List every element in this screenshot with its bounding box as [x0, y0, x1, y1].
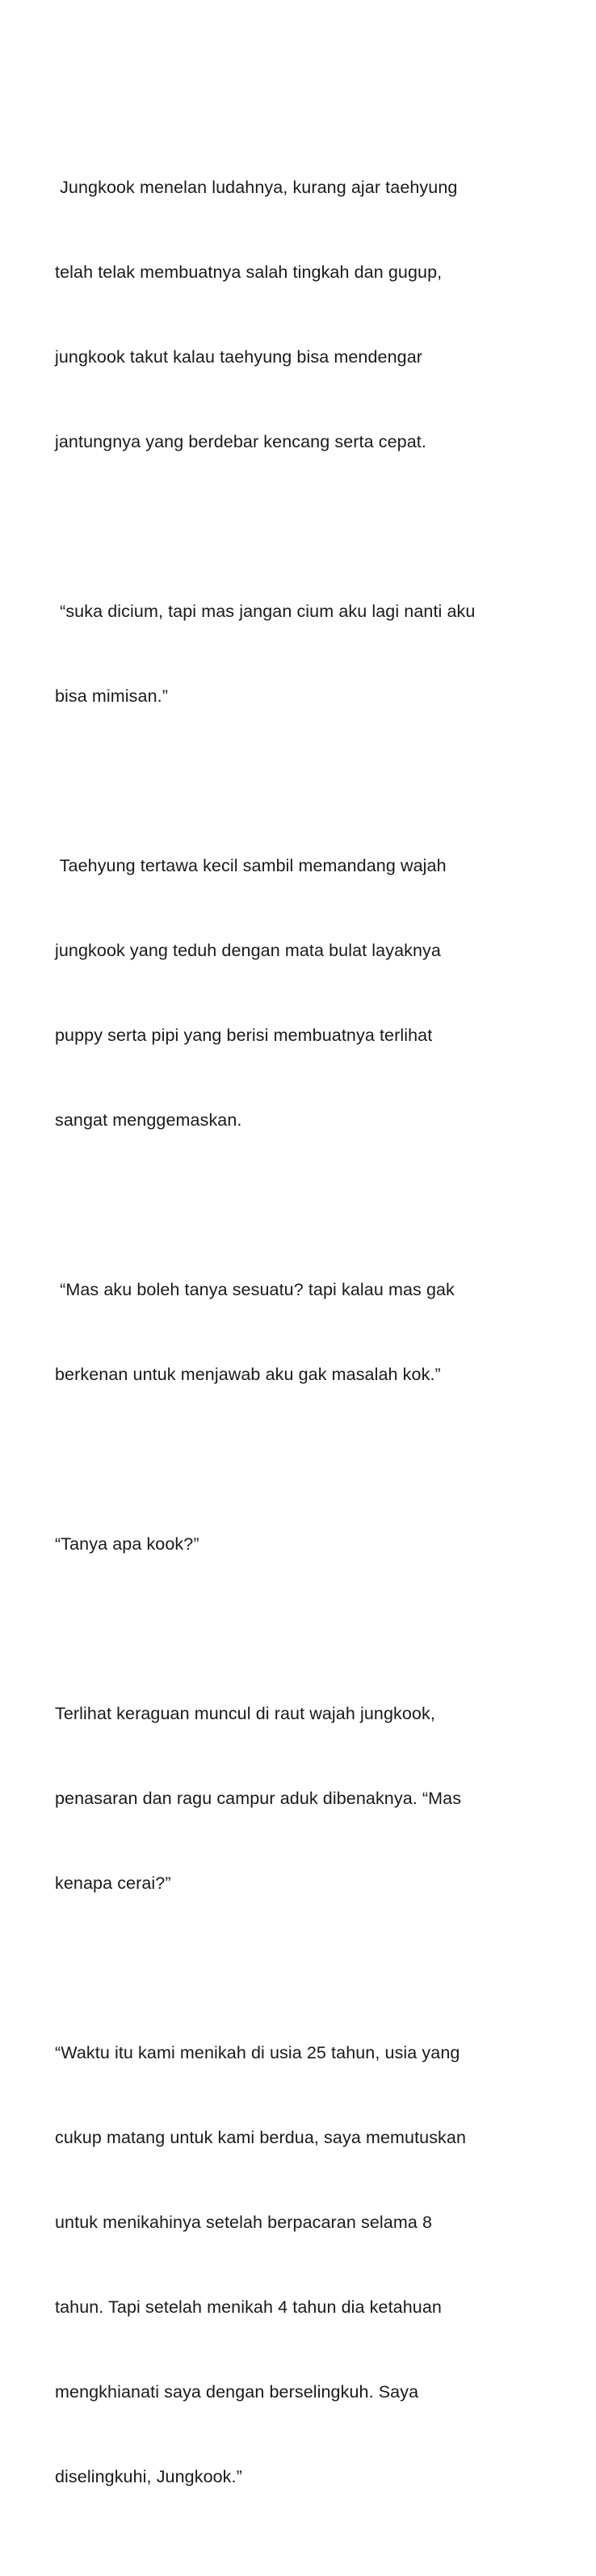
text-line: jungkook yang teduh dengan mata bulat layaknya — [55, 941, 441, 960]
text-line: mengkhianati saya dengan berselingkuh. Saya — [55, 2382, 419, 2402]
text-line: berkenan untuk menjawab aku gak masalah kok.” — [55, 1365, 441, 1384]
text-line: diselingkuhi, Jungkook.” — [55, 2467, 242, 2486]
paragraph-3 — [55, 795, 556, 1191]
text-line: “suka dicium, tapi mas jangan cium aku lagi nanti aku — [55, 602, 476, 621]
paragraph-5 — [55, 1474, 556, 1615]
paragraph-1 — [55, 117, 556, 513]
paragraph-2 — [55, 541, 556, 767]
text-line: tahun. Tapi setelah menikah 4 tahun dia ketahuan — [55, 2297, 442, 2317]
paragraph-7 — [55, 1982, 556, 2548]
text-line: sangat menggemaskan. — [55, 1110, 242, 1130]
text-line: puppy serta pipi yang berisi membuatnya terlihat — [55, 1026, 433, 1045]
text-line: bisa mimisan.” — [55, 686, 168, 706]
text-line: “Waktu itu kami menikah di usia 25 tahun, usia yang — [55, 2043, 460, 2062]
text-line: jantungnya yang berdebar kencang serta cepat. — [55, 432, 426, 451]
paragraph-4 — [55, 1219, 556, 1445]
text-line: Jungkook menelan ludahnya, kurang ajar taehyung — [55, 178, 458, 197]
paragraph-6 — [55, 1643, 556, 1954]
text-line: kenapa cerai?” — [55, 1873, 171, 1893]
text-line: Taehyung tertawa kecil sambil memandang wajah — [55, 856, 447, 875]
text-line: Terlihat keraguan muncul di raut wajah jungkook, — [55, 1704, 435, 1723]
text-line: penasaran dan ragu campur aduk dibenaknya. “Mas — [55, 1789, 462, 1808]
story-text — [55, 117, 556, 2576]
text-line: “Mas aku boleh tanya sesuatu? tapi kalau mas gak — [55, 1280, 455, 1299]
text-line: “Tanya apa kook?” — [55, 1534, 199, 1554]
text-line: telah telak membuatnya salah tingkah dan gugup, — [55, 262, 443, 282]
text-line: jungkook takut kalau taehyung bisa mendengar — [55, 347, 423, 367]
text-line: untuk menikahinya setelah berpacaran selama 8 — [55, 2213, 433, 2232]
text-line: cukup matang untuk kami berdua, saya memutuskan — [55, 2128, 467, 2147]
